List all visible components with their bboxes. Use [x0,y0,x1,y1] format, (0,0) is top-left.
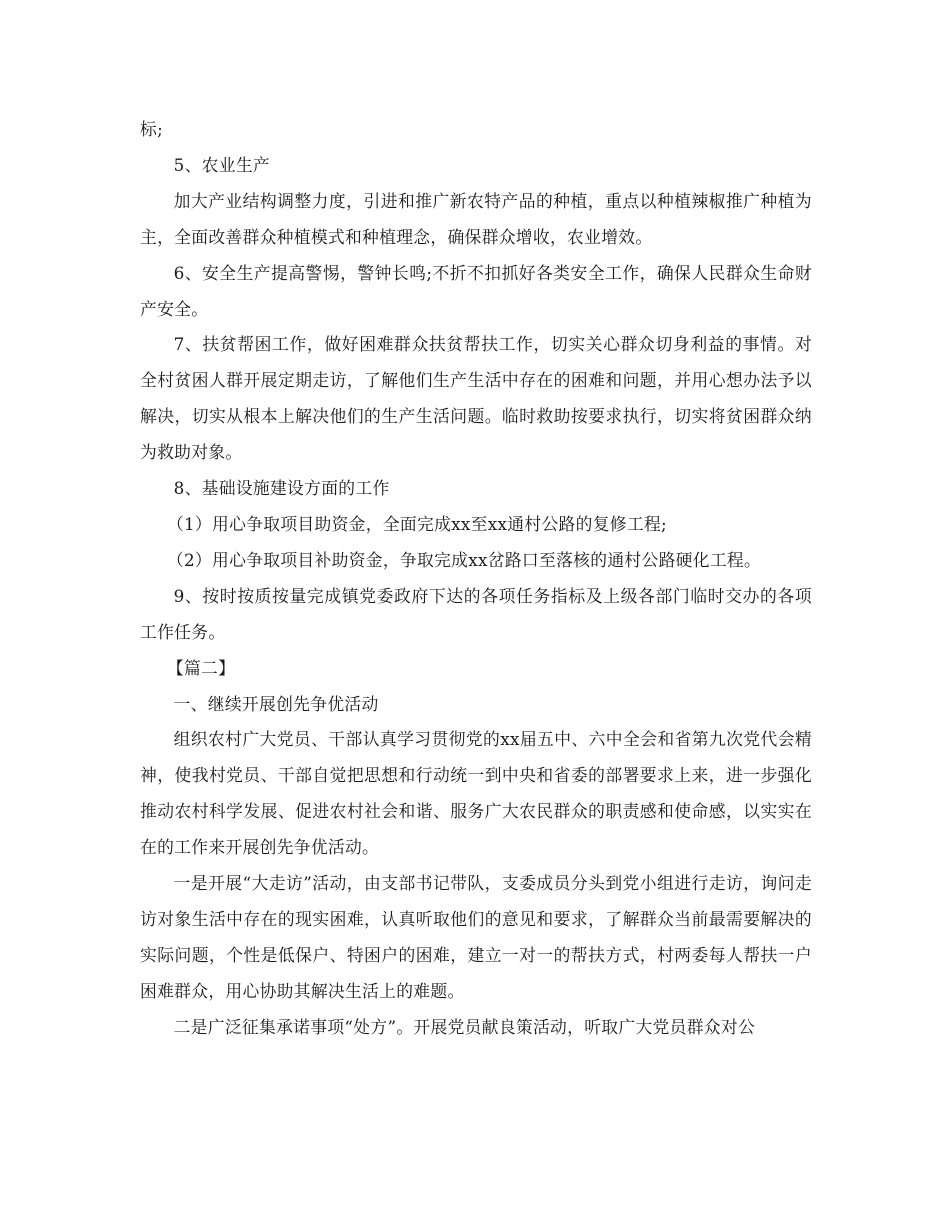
paragraph-agriculture: 加大产业结构调整力度，引进和推广新农特产品的种植，重点以种植辣椒推广种植为主，全面改善群众种植模式和种植理念，确保群众增收，农业增效。 [140,190,812,247]
heading-item-5: 5、农业生产 [173,154,270,175]
paragraph-second-collect: 二是广泛征集承诺事项“处方”。开展党员献良策活动，听取广大党员群众对公 [173,1016,756,1037]
paragraph-first-visit: 一是开展“大走访”活动，由支部书记带队，支委成员分头到党小组进行走访，询问走访对象生活中存在的现实困难，认真听取他们的意见和要求，了解群众当前最需要解决的实际问题，个性是低保户、特困户的困难，建立一对一的帮扶方式，村两委每人帮扶一户困难群众，用心协助其解决生活上的难题。 [140,873,812,1001]
paragraph-item-6: 6、安全生产提高警惕，警钟长鸣;不折不扣抓好各类安全工作，确保人民群众生命财产安全。 [140,262,812,319]
paragraph-continuation: 标; [140,119,164,139]
paragraph-sub-item-1: （1）用心争取项目助资金，全面完成xx至xx通村公路的复修工程; [166,513,667,534]
paragraph-sub-item-2: （2）用心争取项目补助资金，争取完成xx岔路口至落核的通村公路硬化工程。 [166,549,762,570]
heading-section-one: 一、继续开展创先争优活动 [173,693,379,714]
document-page [140,112,812,1046]
paragraph-item-7: 7、扶贫帮困工作，做好困难群众扶贫帮扶工作，切实关心群众切身利益的事情。对全村贫困人群开展定期走访，了解他们生产生活中存在的困难和问题，并用心想办法予以解决，切实从根本上解决他们的生产生活问题。临时救助按要求执行，切实将贫困群众纳为救助对象。 [140,334,812,463]
section-heading-part-two: 【篇二】 [166,657,236,678]
paragraph-organize: 组织农村广大党员、干部认真学习贯彻党的xx届五中、六中全会和省第九次党代会精神，使我村党员、干部自觉把思想和行动统一到中央和省委的部署要求上来，进一步强化推动农村科学发展、促进农村社会和谐、服务广大农民群众的职责感和使命感，以实实在在的工作来开展创先争优活动。 [140,729,812,858]
paragraph-item-9: 9、按时按质按量完成镇党委政府下达的各项任务指标及上级各部门临时交办的各项工作任务。 [140,585,812,642]
heading-item-8: 8、基础设施建设方面的工作 [173,478,390,499]
